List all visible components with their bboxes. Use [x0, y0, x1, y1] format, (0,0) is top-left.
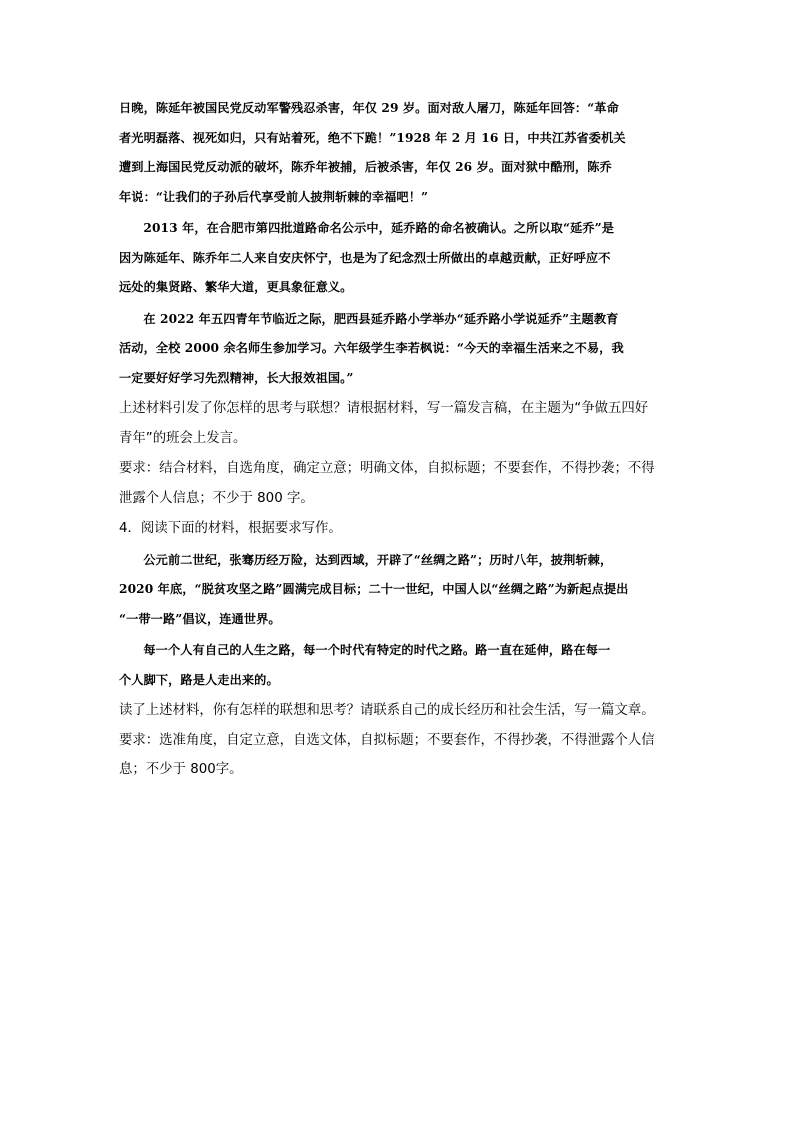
material-paragraph-chen-brothers	[119, 94, 675, 212]
question-3-prompt	[119, 394, 675, 453]
text-line: 要求：结合材料，自选角度，确定立意；明确文体，自拟标题；不要套作，不得抄袭；不得	[119, 461, 655, 476]
text-line: 遭到上海国民党反动派的破坏，陈乔年被捕，后被杀害，年仅 26 岁。面对狱中酷刑，陈乔	[119, 160, 612, 174]
text-line: 息；不少于 800字。	[119, 762, 243, 777]
question-4-prompt	[119, 696, 675, 726]
text-line: 在 2022 年五四青年节临近之际，肥西县延乔路小学举办“延乔路小学说延乔”主题教育	[143, 311, 619, 326]
material-paragraph-yanqiao-road	[119, 214, 675, 303]
question-4-heading	[119, 514, 675, 544]
text-line: 读了上述材料，你有怎样的联想和思考？请联系自己的成长经历和社会生活，写一篇文章。	[119, 703, 655, 718]
text-line: 2013 年，在合肥市第四批道路命名公示中，延乔路的命名被确认。之所以取“延乔”是	[143, 221, 615, 235]
text-line: 4．阅读下面的材料，根据要求写作。	[119, 521, 342, 536]
text-line: 个人脚下，路是人走出来的。	[119, 672, 279, 687]
text-line: “一带一路”倡议，连通世界。	[119, 611, 281, 626]
text-line: 泄露个人信息；不少于 800 字。	[119, 490, 314, 506]
document-page	[119, 94, 675, 785]
question-3-requirements	[119, 454, 675, 513]
text-line: 一定要好好学习先烈精神，长大报效祖国。”	[119, 370, 354, 385]
text-line: 青年”的班会上发言。	[119, 430, 247, 446]
text-line: 公元前二世纪，张骞历经万险，达到西域，开辟了“丝绸之路”；历时八年，披荆斩棘，	[143, 552, 613, 567]
text-line: 活动，全校 2000 余名师生参加学习。六年级学生李若枫说：“今天的幸福生活来之不易，我	[119, 341, 624, 355]
question-4-requirements	[119, 726, 675, 785]
text-line: 远处的集贤路、繁华大道，更具象征意义。	[119, 280, 353, 294]
text-line: 上述材料引发了你怎样的思考与联想？请根据材料，写一篇发言稿，在主题为“争做五四好	[119, 401, 649, 416]
text-line: 日晚，陈延年被国民党反动军警残忍杀害，年仅 29 岁。面对敌人屠刀，陈延年回答：“革命	[119, 101, 619, 115]
material-paragraph-silk-road	[119, 546, 675, 635]
text-line: 2020 年底，“脱贫攻坚之路”圆满完成目标；二十一世纪，中国人以“丝绸之路”为新起点提出	[119, 582, 629, 596]
text-line: 者光明磊落、视死如归，只有站着死，绝不下跪！”1928 年 2 月 16 日，中共江苏省委机关	[119, 130, 626, 145]
text-line: 年说：“让我们的子孙后代享受前人披荆斩棘的幸福吧！”	[119, 189, 429, 204]
text-line: 要求：选准角度，自定立意，自选文体，自拟标题；不要套作，不得抄袭，不得泄露个人信	[119, 732, 655, 748]
material-paragraph-road-of-life	[119, 636, 675, 695]
material-paragraph-school-activity	[119, 305, 675, 394]
text-line: 每一个人有自己的人生之路，每一个时代有特定的时代之路。路一直在延伸，路在每一	[143, 643, 611, 657]
text-line: 因为陈延年、陈乔年二人来自安庆怀宁，也是为了纪念烈士所做出的卓越贡献，正好呼应不	[119, 250, 611, 265]
